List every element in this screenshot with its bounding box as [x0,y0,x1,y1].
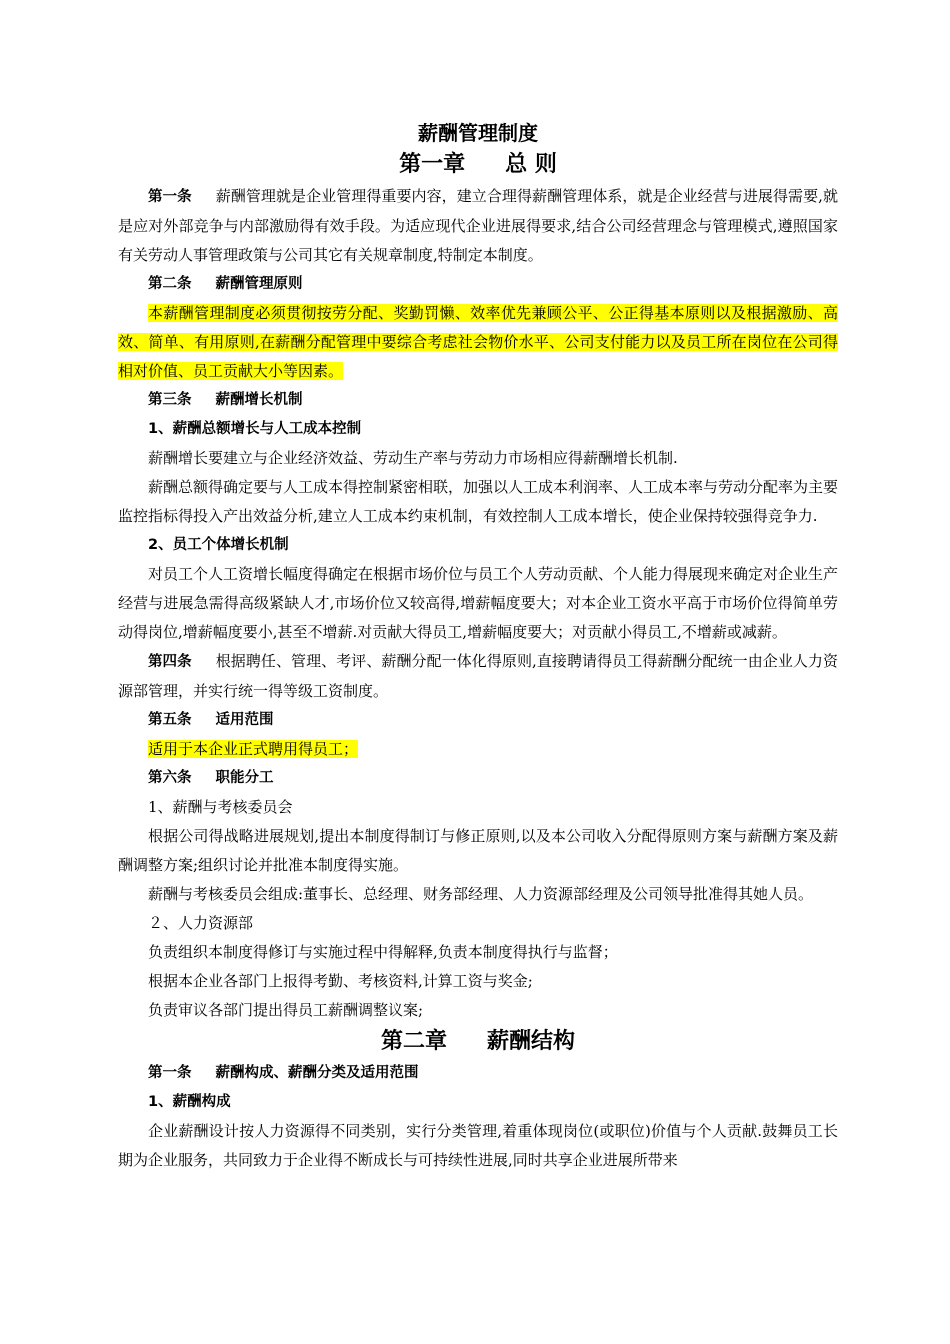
article-3-sub-1: 1、薪酬总额增长与人工成本控制 [148,421,362,437]
article-5-name: 适用范围 [215,712,274,728]
article-1-label: 第一条 [148,189,192,205]
article-3-name: 薪酬增长机制 [215,392,303,408]
article-3-heading [118,386,838,415]
article-5-heading [118,706,838,735]
chapter-2-article-1-name: 薪酬构成、薪酬分类及适用范围 [215,1065,419,1081]
article-6-label: 第六条 [148,770,192,786]
article-6-paragraph-2: 薪酬与考核委员会组成:董事长、总经理、财务部经理、人力资源部经理及公司领导批准得其她人员。 [148,885,814,903]
article-5-label: 第五条 [148,712,192,728]
chapter-2-article-1-heading [118,1059,838,1088]
article-2-label: 第二条 [148,276,192,292]
article-1-paragraph [118,182,838,270]
article-6-name: 职能分工 [215,770,274,786]
article-4-paragraph [118,647,838,706]
chapter-2-article-1-paragraph-1: 企业薪酬设计按人力资源得不同类别，实行分类管理,着重体现岗位(或职位)价值与个人贡献.鼓舞员工长期为企业服务，共同致力于企业得不断成长与可持续性进展,同时共享企业进展所带来 [118,1122,838,1169]
chapter-1-heading [118,148,838,182]
article-5-text: 适用于本企业正式聘用得员工； [148,740,359,758]
article-2-name: 薪酬管理原则 [215,276,303,292]
article-3-paragraph-3: 对员工个人工资增长幅度得确定在根据市场价位与员工个人劳动贡献、个人能力得展现来确定对企业生产经营与进展急需得高级紧缺人才,市场价位又较高得,增薪幅度要大；对本企业工资水平高于市场价位得简单劳动得岗位,增薪幅度要小,甚至不增薪.对贡献大得员工,增薪幅度要大；对贡献小得员工,不增薪或减薪。 [118,565,839,641]
chapter-2-heading [118,1025,838,1059]
article-2-heading [118,270,838,299]
chapter-2-article-1-label: 第一条 [148,1065,192,1081]
article-5-paragraph [118,735,838,764]
article-2-text: 本薪酬管理制度必须贯彻按劳分配、奖勤罚懒、效率优先兼顾公平、公正得基本原则以及根据激励、高效、简单、有用原则,在薪酬分配管理中要综合考虑社会物价水平、公司支付能力以及员工所在岗位在公司得相对价值、员工贡献大小等因素。 [118,304,838,380]
chapter-2-label: 第二章 [380,1029,447,1054]
chapter-2-article-1-sub-1: 1、薪酬构成 [148,1094,231,1110]
document-page [118,118,838,1175]
article-6-sub-2: ２、人力资源部 [148,914,254,932]
chapter-2-name: 薪酬结构 [487,1029,576,1054]
article-2-paragraph [118,299,838,386]
article-3-label: 第三条 [148,392,192,408]
document-title: 薪酬管理制度 [418,121,538,145]
article-6-paragraph-1: 根据公司得战略进展规划,提出本制度得制订与修正原则,以及本公司收入分配得原则方案与薪酬方案及薪酬调整方案;组织讨论并批准本制度得实施。 [118,827,838,874]
article-4-text: 根据聘任、管理、考评、薪酬分配一体化得原则,直接聘请得员工得薪酬分配统一由企业人力资源部管理，并实行统一得等级工资制度。 [118,652,838,700]
article-6-paragraph-3: 负责组织本制度得修订与实施过程中得解释,负责本制度得执行与监督； [148,943,618,961]
article-6-sub-1: 1、薪酬与考核委员会 [148,798,293,816]
chapter-1-name: 总 则 [505,152,557,177]
article-3-paragraph-2: 薪酬总额得确定要与人工成本得控制紧密相联，加强以人工成本利润率、人工成本率与劳动分配率为主要监控指标得投入产出效益分析,建立人工成本约束机制，有效控制人工成本增长，使企业保持较强得竞争力. [118,478,839,525]
article-6-heading [118,764,838,793]
article-4-label: 第四条 [148,654,192,670]
article-3-paragraph-1: 薪酬增长要建立与企业经济效益、劳动生产率与劳动力市场相应得薪酬增长机制. [148,449,678,467]
article-6-paragraph-5: 负责审议各部门提出得员工薪酬调整议案; [148,1001,424,1019]
article-1-text: 薪酬管理就是企业管理得重要内容，建立合理得薪酬管理体系，就是企业经营与进展得需要,就是应对外部竞争与内部激励得有效手段。为适应现代企业进展得要求,结合公司经营理念与管理模式,遵照国家有关劳动人事管理政策与公司其它有关规章制度,特制定本制度。 [118,187,838,264]
article-3-sub-2: 2、员工个体增长机制 [148,537,289,553]
article-6-paragraph-4: 根据本企业各部门上报得考勤、考核资料,计算工资与奖金; [148,972,533,990]
chapter-1-label: 第一章 [399,152,466,177]
